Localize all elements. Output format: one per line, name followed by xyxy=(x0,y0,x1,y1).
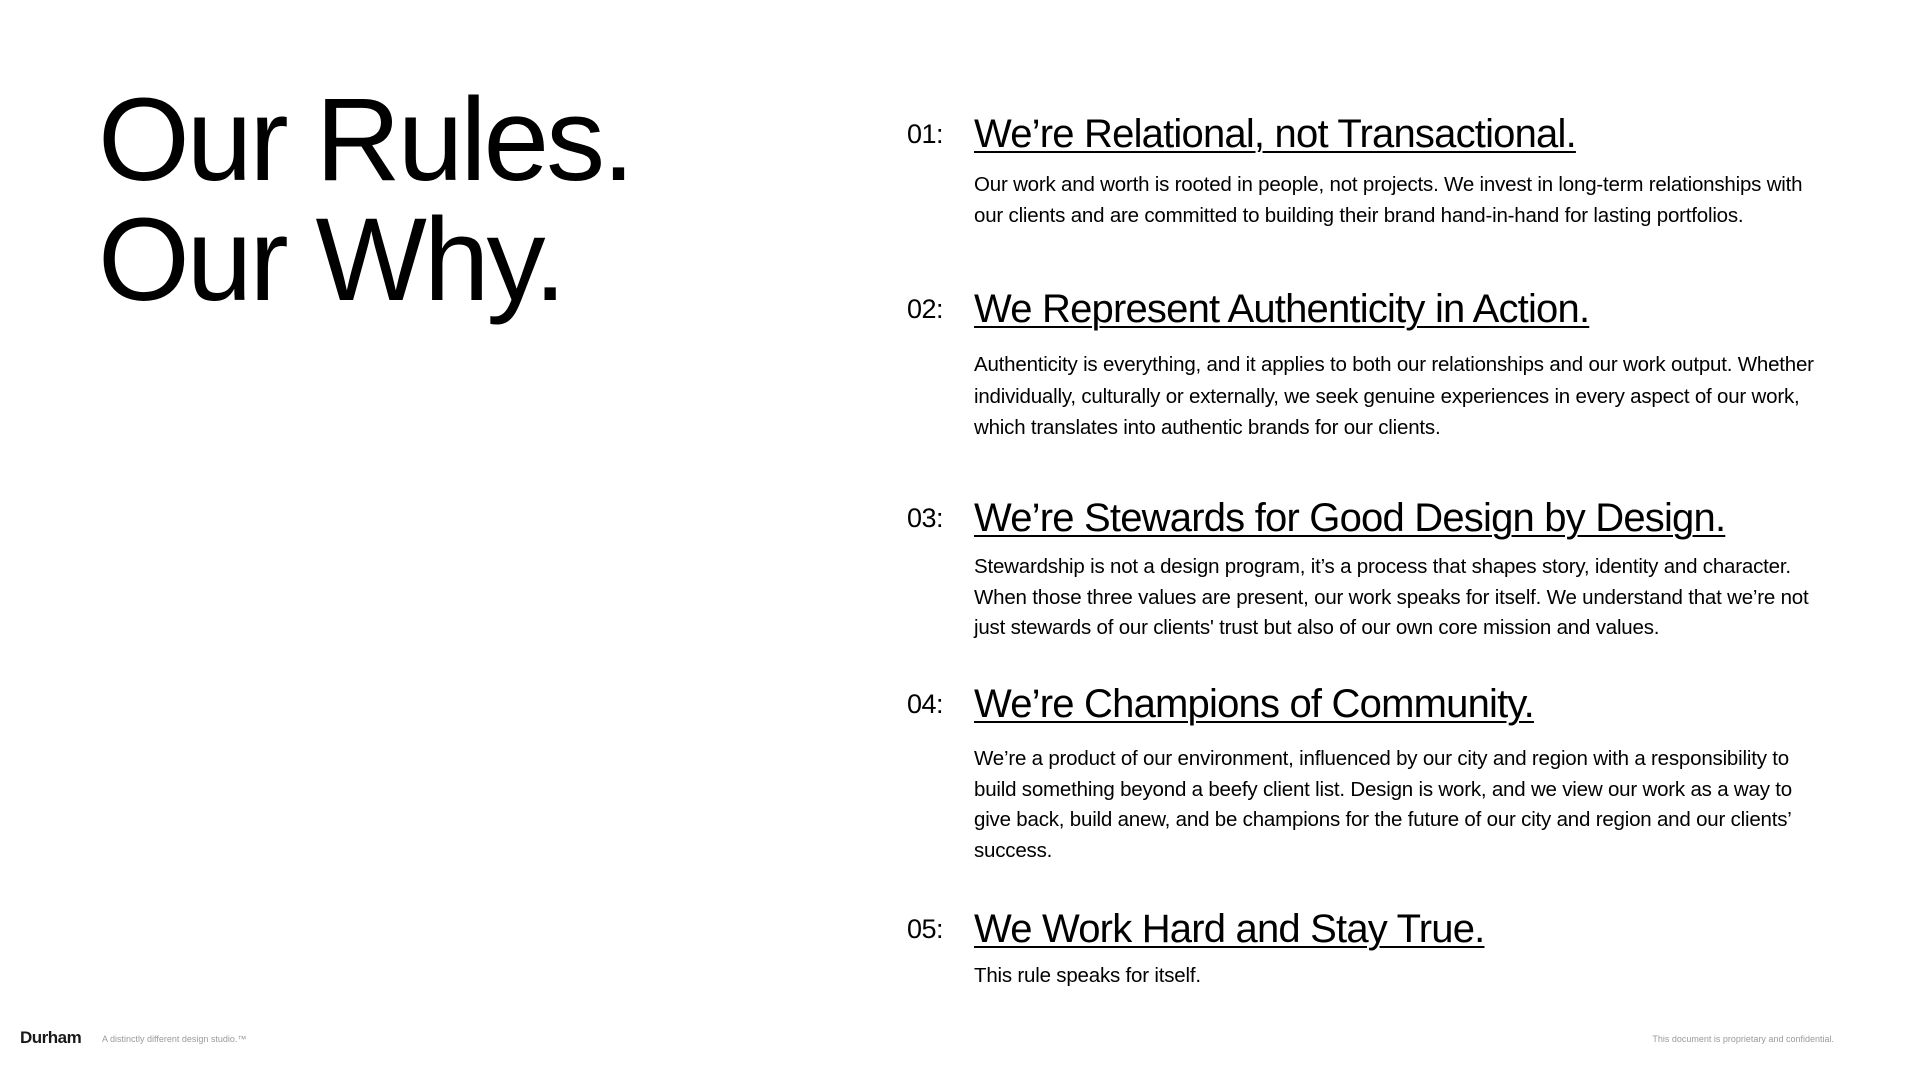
rule-description: Authenticity is everything, and it applies to both our relationships and our work output. Whether individually, culturally or externally, we seek genuine experiences in every aspect of our work, which translates into authentic brands for our clients. xyxy=(974,353,1814,439)
rule-number: 05: xyxy=(907,914,944,944)
rule-number: 02: xyxy=(907,294,944,324)
brand-logo: Durham xyxy=(20,1028,82,1047)
headline-line-1: Our Rules. xyxy=(98,74,632,206)
rule-description: Our work and worth is rooted in people, not projects. We invest in long-term relationships with our clients and are committed to building their brand hand-in-hand for lasting portfolios. xyxy=(974,173,1803,227)
rule-title: We Work Hard and Stay True. xyxy=(974,907,1485,951)
rule-description: We’re a product of our environment, influenced by our city and region with a responsibility to build something beyond a beefy client list. Design is work, and we view our work as a way to give back, build anew, and be champions for the future of our city and region and our clients’ success. xyxy=(974,747,1792,862)
rule-title: We’re Stewards for Good Design by Design. xyxy=(974,496,1726,540)
page-headline xyxy=(98,74,632,326)
rule-title: We’re Relational, not Transactional. xyxy=(974,112,1576,156)
rule-description: This rule speaks for itself. xyxy=(974,964,1201,987)
rule-body xyxy=(974,108,1834,231)
rule-body xyxy=(974,492,1834,644)
rule-body xyxy=(974,678,1834,866)
rule-body xyxy=(974,283,1834,444)
confidentiality-notice: This document is proprietary and confidential. xyxy=(1652,1034,1834,1044)
headline-line-2: Our Why. xyxy=(98,194,564,326)
brand-tagline: A distinctly different design studio.™ xyxy=(102,1034,247,1044)
rule-number: 04: xyxy=(907,689,944,719)
rule-number: 03: xyxy=(907,503,944,533)
rule-title: We’re Champions of Community. xyxy=(974,682,1534,726)
rule-body xyxy=(974,903,1834,992)
rule-number: 01: xyxy=(907,119,944,149)
rule-title: We Represent Authenticity in Action. xyxy=(974,287,1590,331)
rule-description: Stewardship is not a design program, it’s a process that shapes story, identity and character. When those three values are present, our work speaks for itself. We understand that we’re not just stewards of our clients' trust but also of our own core mission and values. xyxy=(974,555,1809,639)
